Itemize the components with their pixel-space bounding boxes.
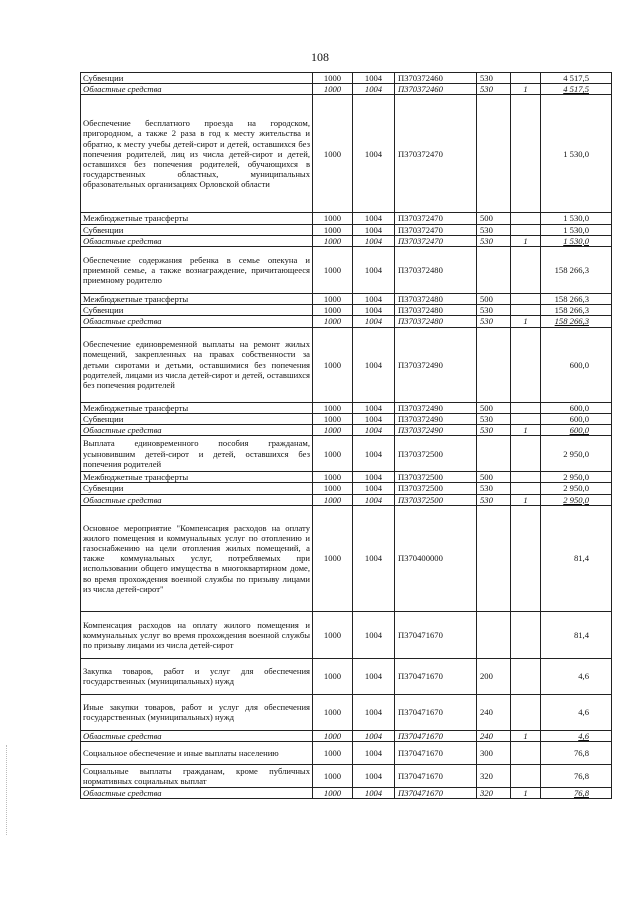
- target-article-code: П370372470: [395, 95, 477, 213]
- funding-source-code: [511, 483, 541, 494]
- table-row: [81, 305, 612, 316]
- table-row: [81, 658, 612, 694]
- target-article-code: П370400000: [395, 505, 477, 611]
- target-article-code: П370372500: [395, 436, 477, 472]
- amount: 158 266,3: [541, 305, 612, 316]
- expense-type-code: 530: [477, 413, 511, 424]
- expense-type-code: [477, 247, 511, 294]
- scan-edge-mark: [6, 745, 9, 835]
- expense-type-code: 320: [477, 788, 511, 799]
- subsection-code: 1004: [353, 247, 395, 294]
- row-name: Обеспечение бесплатного проезда на городском, пригородном, а также 2 раза в год к месту жительства и обратно, к месту учебы детей-сирот и детей, оставшихся без попечения родителей, лиц из числа детей-сирот и детей, оставшихся без попечения родителей, обучающихся в государственных областных, муниципальных образовательных организациях Орловской области: [81, 95, 313, 213]
- expense-type-code: 500: [477, 294, 511, 305]
- table-row: [81, 84, 612, 95]
- funding-source-code: [511, 742, 541, 765]
- subsection-code: 1004: [353, 73, 395, 84]
- expense-type-code: [477, 505, 511, 611]
- amount: 600,0: [541, 402, 612, 413]
- expense-type-code: 530: [477, 305, 511, 316]
- funding-source-code: 1: [511, 425, 541, 436]
- funding-source-code: [511, 402, 541, 413]
- subsection-code: 1004: [353, 694, 395, 730]
- funding-source-code: [511, 413, 541, 424]
- section-code: 1000: [313, 494, 353, 505]
- subsection-code: 1004: [353, 658, 395, 694]
- target-article-code: П370372500: [395, 494, 477, 505]
- expense-type-code: 530: [477, 224, 511, 235]
- section-code: 1000: [313, 224, 353, 235]
- table-row: [81, 472, 612, 483]
- row-name: Социальное обеспечение и иные выплаты населению: [81, 742, 313, 765]
- subsection-code: 1004: [353, 95, 395, 213]
- expense-type-code: 240: [477, 730, 511, 741]
- table-row: [81, 235, 612, 246]
- target-article-code: П370372480: [395, 316, 477, 327]
- amount: 4 517,5: [541, 84, 612, 95]
- expense-type-code: 530: [477, 425, 511, 436]
- target-article-code: П370471670: [395, 658, 477, 694]
- expense-type-code: 530: [477, 494, 511, 505]
- section-code: 1000: [313, 611, 353, 658]
- funding-source-code: [511, 305, 541, 316]
- section-code: 1000: [313, 213, 353, 224]
- section-code: 1000: [313, 413, 353, 424]
- funding-source-code: [511, 73, 541, 84]
- subsection-code: 1004: [353, 765, 395, 788]
- funding-source-code: 1: [511, 84, 541, 95]
- table-row: [81, 247, 612, 294]
- funding-source-code: [511, 694, 541, 730]
- target-article-code: П370372470: [395, 213, 477, 224]
- target-article-code: П370372460: [395, 84, 477, 95]
- funding-source-code: [511, 658, 541, 694]
- amount: 2 950,0: [541, 472, 612, 483]
- row-name: Закупка товаров, работ и услуг для обеспечения государственных (муниципальных) нужд: [81, 658, 313, 694]
- expense-type-code: 530: [477, 316, 511, 327]
- subsection-code: 1004: [353, 494, 395, 505]
- funding-source-code: [511, 611, 541, 658]
- row-name: Межбюджетные трансферты: [81, 402, 313, 413]
- target-article-code: П370372490: [395, 402, 477, 413]
- budget-table-body: [81, 73, 612, 799]
- target-article-code: П370372500: [395, 483, 477, 494]
- row-name: Субвенции: [81, 305, 313, 316]
- expense-type-code: 500: [477, 472, 511, 483]
- row-name: Межбюджетные трансферты: [81, 472, 313, 483]
- target-article-code: П370372480: [395, 305, 477, 316]
- expense-type-code: 300: [477, 742, 511, 765]
- budget-table: [80, 72, 612, 799]
- section-code: 1000: [313, 327, 353, 402]
- expense-type-code: 240: [477, 694, 511, 730]
- target-article-code: П370372470: [395, 224, 477, 235]
- amount: 76,8: [541, 788, 612, 799]
- row-name: Областные средства: [81, 316, 313, 327]
- amount: 81,4: [541, 505, 612, 611]
- table-row: [81, 402, 612, 413]
- page-number: 108: [311, 50, 329, 64]
- funding-source-code: 1: [511, 788, 541, 799]
- row-name: Обеспечение содержания ребенка в семье опекуна и приемной семье, а также вознаграждение, причитающееся приемному родителю: [81, 247, 313, 294]
- table-row: [81, 765, 612, 788]
- expense-type-code: 530: [477, 84, 511, 95]
- amount: 76,8: [541, 765, 612, 788]
- subsection-code: 1004: [353, 305, 395, 316]
- row-name: Областные средства: [81, 494, 313, 505]
- section-code: 1000: [313, 316, 353, 327]
- table-row: [81, 483, 612, 494]
- amount: 2 950,0: [541, 436, 612, 472]
- expense-type-code: 500: [477, 213, 511, 224]
- target-article-code: П370471670: [395, 694, 477, 730]
- section-code: 1000: [313, 73, 353, 84]
- funding-source-code: [511, 95, 541, 213]
- row-name: Субвенции: [81, 224, 313, 235]
- row-name: Субвенции: [81, 483, 313, 494]
- section-code: 1000: [313, 305, 353, 316]
- target-article-code: П370471670: [395, 788, 477, 799]
- row-name: Компенсация расходов на оплату жилого помещения и коммунальных услуг во время прохождения военной службы по призыву лицами из числа детей-сирот: [81, 611, 313, 658]
- funding-source-code: [511, 327, 541, 402]
- row-name: Областные средства: [81, 788, 313, 799]
- table-row: [81, 425, 612, 436]
- target-article-code: П370372470: [395, 235, 477, 246]
- target-article-code: П370372490: [395, 327, 477, 402]
- subsection-code: 1004: [353, 413, 395, 424]
- amount: 600,0: [541, 327, 612, 402]
- funding-source-code: 1: [511, 730, 541, 741]
- row-name: Социальные выплаты гражданам, кроме публичных нормативных социальных выплат: [81, 765, 313, 788]
- section-code: 1000: [313, 436, 353, 472]
- funding-source-code: [511, 765, 541, 788]
- subsection-code: 1004: [353, 84, 395, 95]
- target-article-code: П370372500: [395, 472, 477, 483]
- section-code: 1000: [313, 95, 353, 213]
- section-code: 1000: [313, 235, 353, 246]
- expense-type-code: [477, 95, 511, 213]
- section-code: 1000: [313, 505, 353, 611]
- table-row: [81, 316, 612, 327]
- expense-type-code: 500: [477, 402, 511, 413]
- target-article-code: П370471670: [395, 611, 477, 658]
- section-code: 1000: [313, 742, 353, 765]
- amount: 600,0: [541, 413, 612, 424]
- row-name: Межбюджетные трансферты: [81, 294, 313, 305]
- expense-type-code: [477, 327, 511, 402]
- subsection-code: 1004: [353, 402, 395, 413]
- target-article-code: П370471670: [395, 765, 477, 788]
- funding-source-code: [511, 294, 541, 305]
- section-code: 1000: [313, 694, 353, 730]
- section-code: 1000: [313, 472, 353, 483]
- section-code: 1000: [313, 247, 353, 294]
- section-code: 1000: [313, 658, 353, 694]
- target-article-code: П370471670: [395, 730, 477, 741]
- subsection-code: 1004: [353, 235, 395, 246]
- subsection-code: 1004: [353, 213, 395, 224]
- subsection-code: 1004: [353, 425, 395, 436]
- table-row: [81, 95, 612, 213]
- amount: 158 266,3: [541, 247, 612, 294]
- subsection-code: 1004: [353, 224, 395, 235]
- section-code: 1000: [313, 483, 353, 494]
- row-name: Основное мероприятие "Компенсация расходов на оплату жилого помещения и коммунальных услуг по отоплению и газоснабжению на цели отопления жилых помещений, а также коммунальных услуг, потребляемых при использовании общего имущества в многоквартирном доме, во время прохождения военной службы по призыву лицами из числа детей-сирот": [81, 505, 313, 611]
- subsection-code: 1004: [353, 788, 395, 799]
- table-row: [81, 213, 612, 224]
- amount: 4,6: [541, 694, 612, 730]
- target-article-code: П370372490: [395, 413, 477, 424]
- amount: 81,4: [541, 611, 612, 658]
- section-code: 1000: [313, 402, 353, 413]
- subsection-code: 1004: [353, 730, 395, 741]
- row-name: Выплата единовременного пособия гражданам, усыновившим детей-сирот и детей, оставшихся без попечения родителей: [81, 436, 313, 472]
- subsection-code: 1004: [353, 316, 395, 327]
- funding-source-code: [511, 247, 541, 294]
- table-row: [81, 505, 612, 611]
- row-name: Иные закупки товаров, работ и услуг для обеспечения государственных (муниципальных) нужд: [81, 694, 313, 730]
- section-code: 1000: [313, 84, 353, 95]
- funding-source-code: [511, 505, 541, 611]
- section-code: 1000: [313, 788, 353, 799]
- target-article-code: П370372490: [395, 425, 477, 436]
- row-name: Субвенции: [81, 413, 313, 424]
- table-row: [81, 294, 612, 305]
- amount: 1 530,0: [541, 224, 612, 235]
- amount: 1 530,0: [541, 235, 612, 246]
- expense-type-code: 530: [477, 73, 511, 84]
- amount: 158 266,3: [541, 294, 612, 305]
- table-row: [81, 327, 612, 402]
- funding-source-code: [511, 472, 541, 483]
- amount: 1 530,0: [541, 213, 612, 224]
- section-code: 1000: [313, 294, 353, 305]
- amount: 2 950,0: [541, 494, 612, 505]
- amount: 4,6: [541, 658, 612, 694]
- funding-source-code: [511, 224, 541, 235]
- subsection-code: 1004: [353, 742, 395, 765]
- amount: 76,8: [541, 742, 612, 765]
- funding-source-code: 1: [511, 235, 541, 246]
- amount: 600,0: [541, 425, 612, 436]
- table-row: [81, 224, 612, 235]
- amount: 1 530,0: [541, 95, 612, 213]
- subsection-code: 1004: [353, 505, 395, 611]
- expense-type-code: [477, 436, 511, 472]
- subsection-code: 1004: [353, 327, 395, 402]
- amount: 4,6: [541, 730, 612, 741]
- section-code: 1000: [313, 425, 353, 436]
- row-name: Областные средства: [81, 730, 313, 741]
- row-name: Областные средства: [81, 235, 313, 246]
- expense-type-code: 200: [477, 658, 511, 694]
- table-row: [81, 742, 612, 765]
- table-row: [81, 494, 612, 505]
- funding-source-code: 1: [511, 316, 541, 327]
- row-name: Областные средства: [81, 425, 313, 436]
- table-row: [81, 694, 612, 730]
- row-name: Обеспечение единовременной выплаты на ремонт жилых помещений, закрепленных на правах собственности за детьми сиротами и детьми, оставшимися без попечения родителей, лицами из числа детей-сирот и детей, оставшихся без попечения родителей: [81, 327, 313, 402]
- row-name: Субвенции: [81, 73, 313, 84]
- funding-source-code: 1: [511, 494, 541, 505]
- subsection-code: 1004: [353, 436, 395, 472]
- expense-type-code: 530: [477, 235, 511, 246]
- target-article-code: П370372480: [395, 247, 477, 294]
- target-article-code: П370372460: [395, 73, 477, 84]
- table-row: [81, 436, 612, 472]
- section-code: 1000: [313, 765, 353, 788]
- amount: 158 266,3: [541, 316, 612, 327]
- subsection-code: 1004: [353, 472, 395, 483]
- funding-source-code: [511, 436, 541, 472]
- row-name: Межбюджетные трансферты: [81, 213, 313, 224]
- table-row: [81, 788, 612, 799]
- expense-type-code: 530: [477, 483, 511, 494]
- amount: 4 517,5: [541, 73, 612, 84]
- expense-type-code: [477, 611, 511, 658]
- target-article-code: П370471670: [395, 742, 477, 765]
- amount: 2 950,0: [541, 483, 612, 494]
- target-article-code: П370372480: [395, 294, 477, 305]
- funding-source-code: [511, 213, 541, 224]
- subsection-code: 1004: [353, 483, 395, 494]
- table-row: [81, 730, 612, 741]
- subsection-code: 1004: [353, 611, 395, 658]
- section-code: 1000: [313, 730, 353, 741]
- subsection-code: 1004: [353, 294, 395, 305]
- table-row: [81, 611, 612, 658]
- table-row: [81, 73, 612, 84]
- row-name: Областные средства: [81, 84, 313, 95]
- table-row: [81, 413, 612, 424]
- expense-type-code: 320: [477, 765, 511, 788]
